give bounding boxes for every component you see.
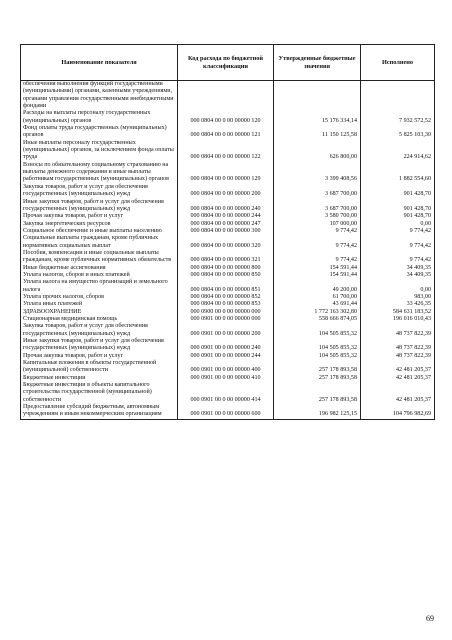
cell-code [178, 81, 274, 111]
cell-code: 000 0901 00 0 00 00000 400 [178, 360, 274, 375]
cell-approved: 154 591,44 [274, 265, 361, 272]
cell-approved: 1 772 163 302,80 [274, 309, 361, 316]
cell-name: обеспечения выполнения функций государственными (муниципальными) органами, казенными учреждениями, органами управления государственными внебюджетными фондами [21, 81, 178, 111]
cell-name: Иные бюджетные ассигнования [21, 265, 178, 272]
budget-execution-table [20, 44, 435, 420]
cell-executed: 9 774,42 [361, 235, 435, 250]
cell-executed: 9 774,42 [361, 250, 435, 265]
cell-name: Бюджетные инвестиции [21, 375, 178, 382]
table-row [21, 250, 435, 265]
cell-approved: 49 200,00 [274, 279, 361, 294]
budget-table-page [20, 44, 434, 420]
table-row [21, 140, 435, 162]
table-row [21, 221, 435, 228]
cell-approved: 9 774,42 [274, 235, 361, 250]
cell-executed: 1 882 554,60 [361, 162, 435, 184]
cell-executed: 42 481 205,37 [361, 360, 435, 375]
table-row [21, 338, 435, 353]
cell-name: Прочая закупка товаров, работ и услуг [21, 353, 178, 360]
cell-code: 000 0901 00 0 00 00000 200 [178, 323, 274, 338]
table-row [21, 382, 435, 404]
header-name: Наименование показателя [21, 45, 178, 81]
cell-executed: 42 481 205,37 [361, 375, 435, 382]
cell-approved: 154 591,44 [274, 272, 361, 279]
cell-code: 000 0901 00 0 00 00000 244 [178, 353, 274, 360]
cell-executed: 5 825 103,30 [361, 125, 435, 140]
table-row [21, 323, 435, 338]
cell-executed: 584 631 183,52 [361, 309, 435, 316]
cell-executed: 42 481 205,37 [361, 382, 435, 404]
cell-name: Закупка энергетических ресурсов [21, 221, 178, 228]
cell-approved: 257 178 893,58 [274, 382, 361, 404]
cell-code: 000 0804 00 0 00 00000 800 [178, 265, 274, 272]
cell-executed: 0,00 [361, 279, 435, 294]
cell-name: Уплата налога на имущество организаций и земельного налога [21, 279, 178, 294]
cell-approved: 3 687 700,00 [274, 184, 361, 199]
table-row [21, 279, 435, 294]
table-row [21, 375, 435, 382]
cell-approved: 15 176 334,14 [274, 110, 361, 125]
cell-executed: 901 428,70 [361, 199, 435, 214]
cell-executed: 196 016 010,43 [361, 316, 435, 323]
cell-name: Уплата налогов, сборов и иных платежей [21, 272, 178, 279]
cell-executed [361, 81, 435, 111]
cell-approved: 107 000,00 [274, 221, 361, 228]
cell-name: ЗДРАВООХРАНЕНИЕ [21, 309, 178, 316]
table-row [21, 360, 435, 375]
cell-name: Иные выплаты персоналу государственных (муниципальных) органов, за исключением фонда оплаты труда [21, 140, 178, 162]
header-executed: Исполнено [361, 45, 435, 81]
cell-code: 000 0804 00 0 00 00000 240 [178, 199, 274, 214]
cell-code: 000 0901 00 0 00 00000 410 [178, 375, 274, 382]
cell-code: 000 0804 00 0 00 00000 129 [178, 162, 274, 184]
cell-executed: 48 737 822,39 [361, 353, 435, 360]
table-row [21, 404, 435, 419]
cell-executed: 7 932 572,52 [361, 110, 435, 125]
cell-name: Уплата иных платежей [21, 301, 178, 308]
table-body [21, 81, 435, 420]
cell-code: 000 0901 00 0 00 00000 000 [178, 316, 274, 323]
cell-code: 000 0804 00 0 00 00000 200 [178, 184, 274, 199]
cell-executed: 0,00 [361, 221, 435, 228]
table-row [21, 301, 435, 308]
cell-code: 000 0901 00 0 00 00000 414 [178, 382, 274, 404]
page-number: 69 [426, 614, 434, 623]
cell-name: Иные закупки товаров, работ и услуг для обеспечения государственных (муниципальных) нужд [21, 338, 178, 353]
cell-approved: 9 774,42 [274, 228, 361, 235]
cell-approved: 104 505 855,32 [274, 323, 361, 338]
table-row [21, 184, 435, 199]
cell-executed: 48 737 822,39 [361, 323, 435, 338]
cell-name: Расходы на выплаты персоналу государственных (муниципальных) органов [21, 110, 178, 125]
cell-approved: 3 399 408,56 [274, 162, 361, 184]
cell-approved: 104 505 855,32 [274, 353, 361, 360]
cell-code: 000 0804 00 0 00 00000 321 [178, 250, 274, 265]
table-row [21, 353, 435, 360]
cell-code: 000 0804 00 0 00 00000 120 [178, 110, 274, 125]
table-row [21, 81, 435, 111]
cell-code: 000 0900 00 0 00 00000 000 [178, 309, 274, 316]
cell-code: 000 0804 00 0 00 00000 851 [178, 279, 274, 294]
table-row [21, 162, 435, 184]
cell-name: Закупка товаров, работ и услуг для обеспечения государственных (муниципальных) нужд [21, 323, 178, 338]
cell-executed: 224 914,62 [361, 140, 435, 162]
cell-name: Уплата прочих налогов, сборов [21, 294, 178, 301]
cell-approved: 43 691,44 [274, 301, 361, 308]
cell-approved: 558 666 874,05 [274, 316, 361, 323]
cell-approved: 626 800,00 [274, 140, 361, 162]
cell-executed: 33 426,35 [361, 301, 435, 308]
cell-code: 000 0901 00 0 00 00000 600 [178, 404, 274, 419]
table-row [21, 309, 435, 316]
cell-approved: 257 178 893,58 [274, 375, 361, 382]
cell-approved [274, 81, 361, 111]
cell-code: 000 0804 00 0 00 00000 247 [178, 221, 274, 228]
cell-name: Предоставление субсидий бюджетным, автономным учреждениям и иным некоммерческим организациям [21, 404, 178, 419]
table-row [21, 213, 435, 220]
cell-name: Бюджетные инвестиции в объекты капитального строительства государственной (муниципальной) собственности [21, 382, 178, 404]
cell-executed: 48 737 822,39 [361, 338, 435, 353]
cell-executed: 104 796 982,69 [361, 404, 435, 419]
cell-name: Фонд оплаты труда государственных (муниципальных) органов [21, 125, 178, 140]
cell-name: Иные закупки товаров, работ и услуг для обеспечения государственных (муниципальных) нужд [21, 199, 178, 214]
cell-name: Социальные выплаты гражданам, кроме публичных нормативных социальных выплат [21, 235, 178, 250]
cell-name: Капитальные вложения в объекты государственной (муниципальной) собственности [21, 360, 178, 375]
cell-name: Взносы по обязательному социальному страхованию на выплаты денежного содержания и иные выплаты работникам государственных (муниципальных) органов [21, 162, 178, 184]
cell-code: 000 0804 00 0 00 00000 853 [178, 301, 274, 308]
header-approved: Утвержденные бюджетные значения [274, 45, 361, 81]
cell-code: 000 0804 00 0 00 00000 852 [178, 294, 274, 301]
header-code: Код расхода по бюджетной классификации [178, 45, 274, 81]
cell-code: 000 0804 00 0 00 00000 121 [178, 125, 274, 140]
cell-code: 000 0804 00 0 00 00000 122 [178, 140, 274, 162]
table-row [21, 235, 435, 250]
cell-name: Пособия, компенсации и иные социальные выплаты гражданам, кроме публичных нормативных обязательств [21, 250, 178, 265]
table-row [21, 265, 435, 272]
cell-name: Стационарная медицинская помощь [21, 316, 178, 323]
cell-code: 000 0804 00 0 00 00000 850 [178, 272, 274, 279]
cell-approved: 196 982 125,15 [274, 404, 361, 419]
table-row [21, 294, 435, 301]
cell-name: Прочая закупка товаров, работ и услуг [21, 213, 178, 220]
cell-name: Социальное обеспечение и иные выплаты населению [21, 228, 178, 235]
cell-code: 000 0804 00 0 00 00000 320 [178, 235, 274, 250]
cell-executed: 901 428,70 [361, 184, 435, 199]
cell-name: Закупка товаров, работ и услуг для обеспечения государственных (муниципальных) нужд [21, 184, 178, 199]
cell-approved: 9 774,42 [274, 250, 361, 265]
cell-executed: 34 409,35 [361, 272, 435, 279]
cell-approved: 61 700,00 [274, 294, 361, 301]
cell-executed: 901 428,70 [361, 213, 435, 220]
cell-executed: 9 774,42 [361, 228, 435, 235]
cell-code: 000 0901 00 0 00 00000 240 [178, 338, 274, 353]
cell-executed: 34 409,35 [361, 265, 435, 272]
table-header-row [21, 45, 435, 81]
cell-approved: 257 178 893,58 [274, 360, 361, 375]
table-row [21, 199, 435, 214]
table-row [21, 110, 435, 125]
cell-executed: 983,00 [361, 294, 435, 301]
cell-code: 000 0804 00 0 00 00000 244 [178, 213, 274, 220]
table-row [21, 125, 435, 140]
cell-approved: 3 687 700,00 [274, 199, 361, 214]
cell-approved: 11 150 125,58 [274, 125, 361, 140]
cell-approved: 3 580 700,00 [274, 213, 361, 220]
cell-approved: 104 505 855,32 [274, 338, 361, 353]
cell-code: 000 0804 00 0 00 00000 300 [178, 228, 274, 235]
